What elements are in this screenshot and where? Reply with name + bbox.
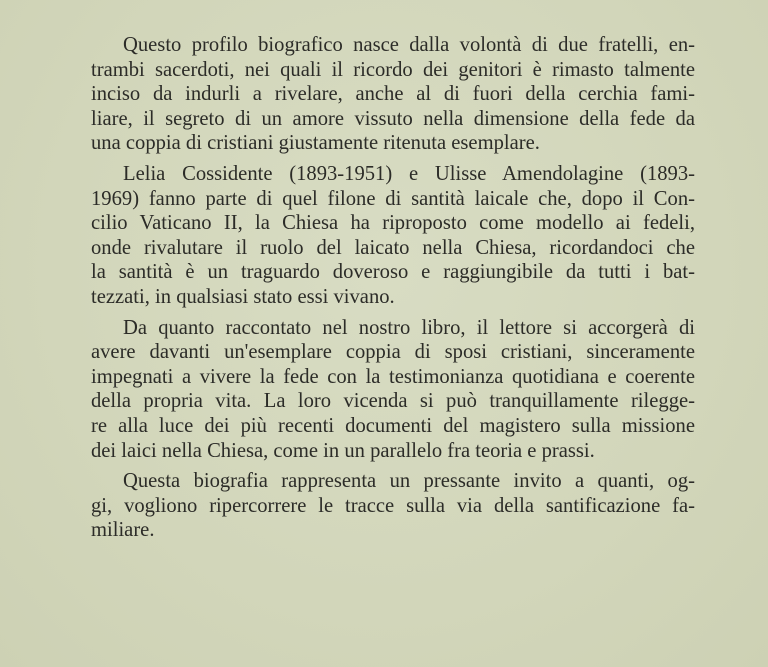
body-text: [91, 33, 695, 549]
text-line: Questa biografia rappresenta un pressante invito a quanti, og-: [123, 470, 695, 493]
text-line: 1969) fanno parte di quel filone di santità laicale che, dopo il Con-: [91, 187, 695, 210]
text-line: la santità è un traguardo doveroso e raggiungibile da tutti i bat-: [91, 261, 695, 284]
text-line: re alla luce dei più recenti documenti del magistero sulla missione: [91, 414, 695, 437]
text-line: dei laici nella Chiesa, come in un parallelo fra teoria e prassi.: [91, 439, 595, 462]
text-line: una coppia di cristiani giustamente ritenuta esemplare.: [91, 132, 540, 155]
paragraph-3: [91, 316, 695, 464]
text-line: impegnati a vivere la fede con la testimonianza quotidiana e coerente: [91, 365, 695, 388]
text-line: tezzati, in qualsiasi stato essi vivano.: [91, 285, 395, 308]
text-line: onde rivalutare il ruolo del laicato nella Chiesa, ricordandoci che: [91, 236, 695, 259]
paragraph-1: [91, 33, 695, 156]
text-line: liare, il segreto di un amore vissuto nella dimensione della fede da: [91, 107, 695, 130]
text-line: della propria vita. La loro vicenda si può tranquillamente rilegge-: [91, 390, 695, 413]
paragraph-4: [91, 469, 695, 543]
text-line: Questo profilo biografico nasce dalla volontà di due fratelli, en-: [123, 34, 695, 56]
text-line: Lelia Cossidente (1893-1951) e Ulisse Amendolagine (1893-: [123, 162, 695, 185]
text-line: avere davanti un'esemplare coppia di sposi cristiani, sinceramente: [91, 341, 695, 364]
text-line: miliare.: [91, 519, 155, 542]
text-line: inciso da indurli a rivelare, anche al di fuori della cerchia fami-: [91, 83, 695, 106]
paragraph-2: [91, 162, 695, 310]
text-line: trambi sacerdoti, nei quali il ricordo dei genitori è rimasto talmente: [91, 58, 695, 81]
text-line: gi, vogliono ripercorrere le tracce sulla via della santificazione fa-: [91, 494, 695, 517]
text-line: Da quanto raccontato nel nostro libro, il lettore si accorgerà di: [123, 316, 695, 339]
text-line: cilio Vaticano II, la Chiesa ha riproposto come modello ai fedeli,: [91, 212, 695, 235]
